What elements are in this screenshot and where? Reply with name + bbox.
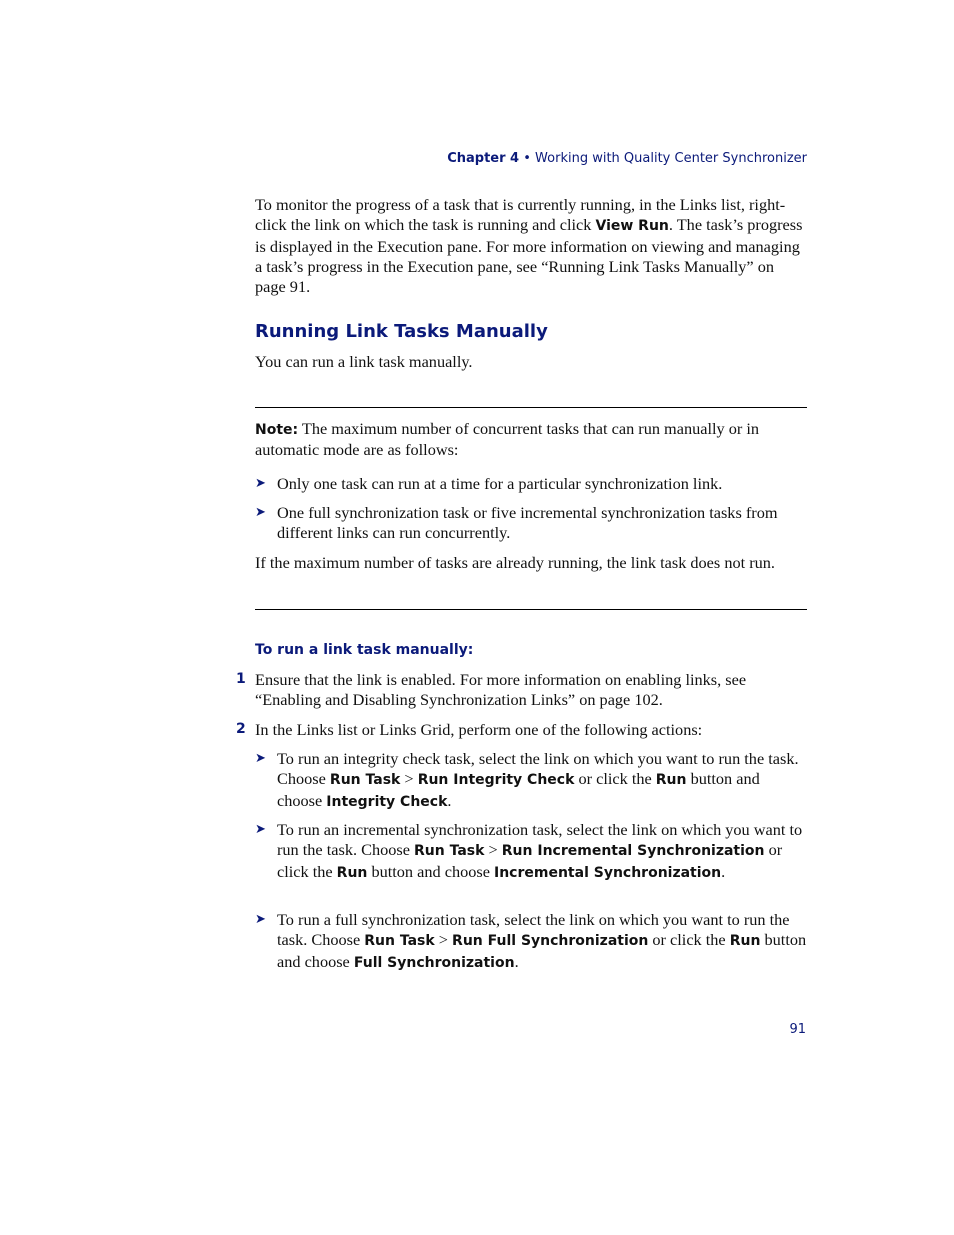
run-button-label: Run	[729, 933, 761, 950]
note-bullet-text: Only one task can run at a time for a particular synchronization link.	[277, 474, 723, 493]
bullet-arrow-icon: ➤	[255, 751, 266, 766]
run-incremental-sync-label: Run Incremental Synchronization	[501, 843, 765, 860]
run-task-menu-label: Run Task	[364, 933, 435, 950]
section-intro: You can run a link task manually.	[255, 352, 473, 371]
bullet-arrow-icon: ➤	[255, 822, 266, 837]
action-text: To run a full synchronization task, select the link on which you want to run the task. Choose Run Task > Run Full Synchronization or click the Run button and choose Full Synchronization.	[277, 910, 807, 971]
note-bullet	[255, 474, 807, 494]
section-heading: Running Link Tasks Manually	[255, 321, 548, 342]
run-button-label: Run	[336, 864, 368, 881]
note-text: The maximum number of concurrent tasks that can run manually or in automatic mode are as follows:	[255, 419, 760, 460]
note-paragraph	[255, 419, 807, 461]
action-bullet	[255, 910, 807, 973]
chapter-label: Chapter 4	[447, 151, 520, 166]
full-sync-label: Full Synchronization	[353, 954, 515, 971]
run-task-menu-label: Run Task	[414, 843, 485, 860]
header-separator: •	[519, 151, 536, 166]
incremental-sync-label: Incremental Synchronization	[494, 864, 722, 881]
note-label: Note:	[255, 422, 299, 438]
note-bullet	[255, 503, 807, 544]
intro-text: To monitor the progress of a task that is currently running, in the Links list, right-click the link on which the task is running and click	[255, 195, 786, 235]
page-number: 91	[789, 1022, 806, 1037]
note-bottom-rule	[255, 609, 807, 610]
action-bullet	[255, 749, 807, 812]
action-text: To run an integrity check task, select the link on which you want to run the task. Choose Run Task > Run Integrity Check or click the Run button and choose Integrity Check.	[277, 749, 799, 810]
step-text: In the Links list or Links Grid, perform one of the following actions:	[255, 720, 703, 739]
step-number: 1	[236, 671, 246, 687]
view-run-label: View Run	[595, 218, 669, 235]
procedure-heading: To run a link task manually:	[255, 642, 474, 658]
run-button-label: Run	[655, 772, 687, 789]
action-text: To run an incremental synchronization task, select the link on which you want to run the task. Choose Run Task > Run Incremental Synchronization or click the Run button and choose Incremental Synchronization.	[277, 820, 803, 881]
intro-text-continued: . The task’s progress is displayed in the Execution pane. For more information on viewing and managing a task’s progress in the Execution pane, see “Running Link Tasks Manually” on page 91.	[255, 215, 803, 297]
step-number: 2	[236, 721, 246, 737]
integrity-check-label: Integrity Check	[326, 793, 448, 810]
action-bullet	[255, 820, 807, 883]
procedure-step	[236, 720, 807, 740]
note-closing: If the maximum number of tasks are already running, the link task does not run.	[255, 553, 775, 572]
note-top-rule	[255, 407, 807, 408]
run-integrity-check-label: Run Integrity Check	[417, 772, 575, 789]
running-header	[447, 151, 807, 166]
note-bullet-text: One full synchronization task or five incremental synchronization tasks from different links can run concurrently.	[277, 503, 778, 543]
header-section-title: Working with Quality Center Synchronizer	[535, 151, 807, 166]
step-text: Ensure that the link is enabled. For more information on enabling links, see “Enabling and Disabling Synchronization Links” on page 102.	[255, 670, 747, 710]
run-task-menu-label: Run Task	[329, 772, 401, 789]
run-full-sync-label: Run Full Synchronization	[452, 933, 649, 950]
procedure-step	[236, 670, 807, 711]
bullet-arrow-icon: ➤	[255, 476, 266, 491]
intro-paragraph	[255, 195, 807, 297]
bullet-arrow-icon: ➤	[255, 912, 266, 927]
bullet-arrow-icon: ➤	[255, 505, 266, 520]
